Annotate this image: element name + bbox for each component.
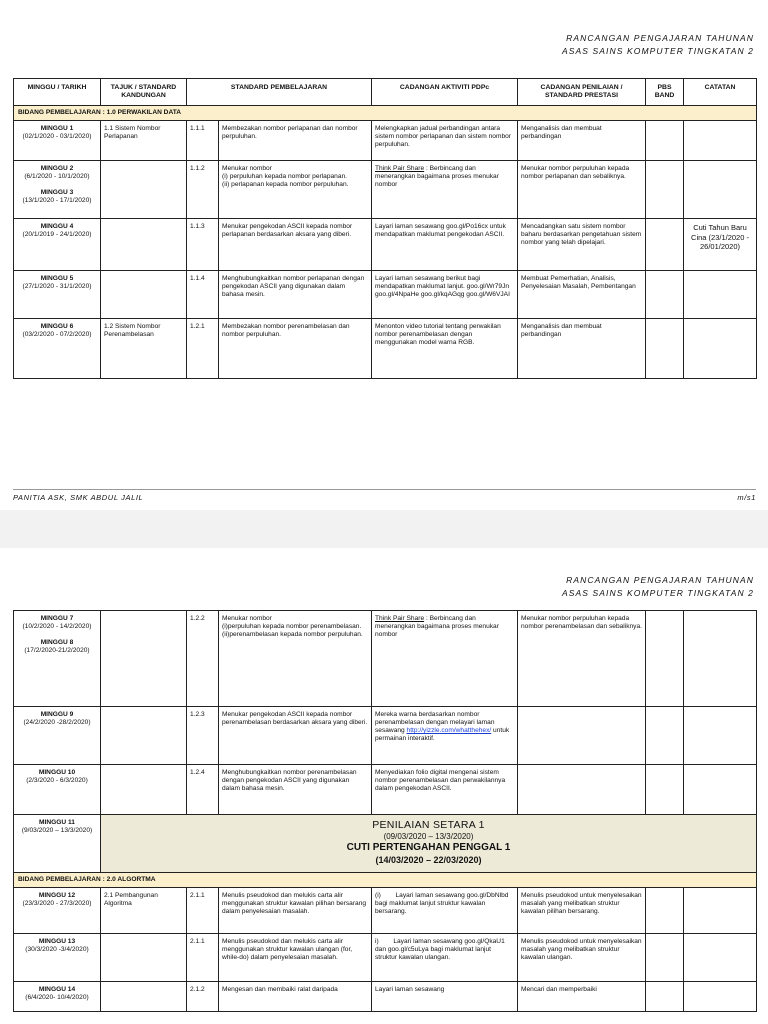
header-title: RANCANGAN PENGAJARAN TAHUNAN (566, 575, 754, 585)
activity-cell: Menyediakan folio digital mengenai sistem nombor perenambelasan dan perwakilannya dalam pengekodan ASCII. (372, 765, 518, 815)
page-header (562, 574, 754, 600)
topic-cell (101, 765, 187, 815)
activity-cell: (i) Layari laman sesawang goo.gl/DbNlbd bagi maklumat lanjut struktur kawalan bersarang. (372, 888, 518, 934)
code-cell: 2.1.1 (187, 934, 219, 982)
standard-cell: Menghubungkaitkan nombor perenambelasan dengan pengekodan ASCII yang digunakan dalam bahasa mesin. (219, 765, 372, 815)
topic-cell: 1.2 Sistem Nombor Perenambelasan (101, 319, 187, 379)
code-cell: 1.2.4 (187, 765, 219, 815)
table-row (14, 161, 757, 219)
code-cell: 2.1.1 (187, 888, 219, 934)
note-cell (684, 934, 757, 982)
table-row (14, 765, 757, 815)
band-cell (646, 765, 684, 815)
standard-cell: Menukar pengekodan ASCII kepada nombor perenambelasan berdasarkan aksara yang diberi. (219, 707, 372, 765)
standard-cell: Membezakan nombor perenambelasan dan nombor perpuluhan. (219, 319, 372, 379)
assessment-cell: Menganalisis dan membuat perbandingan (518, 319, 646, 379)
week-cell: MINGGU 13 (30/3/2020 -3/4/2020) (14, 934, 101, 982)
lesson-plan-table (13, 78, 757, 379)
assessment-row (14, 815, 757, 873)
code-cell: 1.1.3 (187, 219, 219, 271)
table-row (14, 982, 757, 1012)
week-cell: MINGGU 5 (27/1/2020 - 31/1/2020) (14, 271, 101, 319)
section-title: BIDANG PEMBELAJARAN : 2.0 ALGORTMA (14, 873, 757, 888)
assessment-cell (518, 765, 646, 815)
band-cell (646, 121, 684, 161)
week-cell: MINGGU 6 (03/2/2020 - 07/2/2020) (14, 319, 101, 379)
footer-school: PANITIA ASK, SMK ABDUL JALIL (13, 493, 144, 502)
page-gap (0, 510, 768, 548)
week-cell: MINGGU 11 (9/03/2020 – 13/3/2020) (14, 815, 101, 873)
note-cell (684, 121, 757, 161)
table-row (14, 121, 757, 161)
code-cell: 1.1.1 (187, 121, 219, 161)
col-week: MINGGU / TARIKH (14, 79, 101, 106)
note-cell (684, 161, 757, 219)
assessment-dates: (09/03/2020 – 13/3/2020) (383, 832, 474, 841)
document-page-2 (0, 548, 768, 1024)
note-cell (684, 611, 757, 707)
col-assessment: CADANGAN PENILAIAN / STANDARD PRESTASI (518, 79, 646, 106)
page-header (562, 32, 754, 58)
note-cell: Cuti Tahun Baru Cina (23/1/2020 - 26/01/2020) (684, 219, 757, 271)
week-cell: MINGGU 2 (6/1/2020 - 10/1/2020) MINGGU 3 (13/1/2020 - 17/1/2020) (14, 161, 101, 219)
band-cell (646, 271, 684, 319)
footer-page-number: m/s1 (737, 493, 756, 502)
assessment-title: PENILAIAN SETARA 1 (372, 819, 485, 831)
topic-cell (101, 982, 187, 1012)
note-cell (684, 888, 757, 934)
topic-cell (101, 271, 187, 319)
band-cell (646, 707, 684, 765)
topic-cell: 2.1 Pembangunan Algoritma (101, 888, 187, 934)
topic-cell (101, 611, 187, 707)
code-cell: 1.1.4 (187, 271, 219, 319)
band-cell (646, 982, 684, 1012)
assessment-banner (101, 815, 757, 873)
col-note: CATATAN (684, 79, 757, 106)
table-row (14, 611, 757, 707)
lesson-plan-table (13, 610, 757, 1012)
band-cell (646, 219, 684, 271)
holiday-title: CUTI PERTENGAHAN PENGGAL 1 (346, 842, 511, 853)
band-cell (646, 611, 684, 707)
activity-cell: Menonton video tutorial tentang perwakilan nombor perenambelasan dengan menggunakan model warna RGB. (372, 319, 518, 379)
note-cell (684, 982, 757, 1012)
note-cell (684, 707, 757, 765)
hex-game-link[interactable]: http://yizzle.com/whatthehex/ (406, 727, 492, 734)
code-cell: 1.2.2 (187, 611, 219, 707)
assessment-cell: Menulis pseudokod untuk menyelesaikan masalah yang melibatkan struktur kawalan ulangan. (518, 934, 646, 982)
activity-cell: Layari laman sesawang berikut bagi mendapatkan maklumat lanjut. goo.gl/Wr79Jn goo.gl/4NpaHe goo.gl/kqAGqg goo.gl/W6VJAI (372, 271, 518, 319)
week-cell: MINGGU 9 (24/2/2020 -28/2/2020) (14, 707, 101, 765)
topic-cell (101, 161, 187, 219)
code-cell: 1.1.2 (187, 161, 219, 219)
activity-cell: Layari laman sesawang (372, 982, 518, 1012)
band-cell (646, 161, 684, 219)
code-cell: 1.2.3 (187, 707, 219, 765)
standard-cell: Mengesan dan membaiki ralat daripada (219, 982, 372, 1012)
activity-cell: Melengkapkan jadual perbandingan antara sistem nombor perlapanan dan sistem nombor perpuluhan. (372, 121, 518, 161)
note-cell (684, 765, 757, 815)
band-cell (646, 934, 684, 982)
standard-cell: Menukar nombor (i) perpuluhan kepada nombor perlapanan. (ii) perlapanan kepada nombor perpuluhan. (219, 161, 372, 219)
activity-cell: i) Layari laman sesawang goo.gl/QkaU1 dan goo.gl/c5uLya bagi maklumat lanjut struktur kawalan ulangan. (372, 934, 518, 982)
week-cell: MINGGU 7 (10/2/2020 - 14/2/2020) MINGGU 8 (17/2/2020-21/2/2020) (14, 611, 101, 707)
code-cell: 2.1.2 (187, 982, 219, 1012)
page-footer (13, 489, 756, 502)
holiday-dates: (14/03/2020 – 22/03/2020) (375, 855, 482, 865)
note-cell (684, 271, 757, 319)
week-cell: MINGGU 12 (23/3/2020 - 27/3/2020) (14, 888, 101, 934)
col-topic: TAJUK / STANDARD KANDUNGAN (101, 79, 187, 106)
assessment-cell: Menganalisis dan membuat perbandingan (518, 121, 646, 161)
assessment-cell: Mencari dan memperbaiki (518, 982, 646, 1012)
topic-cell (101, 219, 187, 271)
topic-cell (101, 707, 187, 765)
standard-cell: Menulis pseudokod dan melukis carta alir menggunakan struktur kawalan pilihan bersarang dalam penyelesaian masalah. (219, 888, 372, 934)
assessment-cell: Menukar nombor perpuluhan kepada nombor perenambelasan dan sebaliknya. (518, 611, 646, 707)
week-cell: MINGGU 14 (6/4/2020- 10/4/2020) (14, 982, 101, 1012)
topic-cell: 1.1 Sistem Nombor Perlapanan (101, 121, 187, 161)
assessment-cell: Menukar nombor perpuluhan kepada nombor perlapanan dan sebaliknya. (518, 161, 646, 219)
band-cell (646, 888, 684, 934)
section-title: BIDANG PEMBELAJARAN : 1.0 PERWAKILAN DATA (14, 106, 757, 121)
table-header-row (14, 79, 757, 106)
week-cell: MINGGU 1 (02/1/2020 - 03/1/2020) (14, 121, 101, 161)
header-subtitle: ASAS SAINS KOMPUTER TINGKATAN 2 (561, 588, 754, 598)
assessment-cell (518, 707, 646, 765)
standard-cell: Menukar nombor (i)perpuluhan kepada nombor perenambelasan. (ii)perenambelasan kepada nombor perpuluhan. (219, 611, 372, 707)
table-row (14, 888, 757, 934)
week-cell: MINGGU 10 (2/3/2020 - 6/3/2020) (14, 765, 101, 815)
col-band: PBS BAND (646, 79, 684, 106)
header-subtitle: ASAS SAINS KOMPUTER TINGKATAN 2 (561, 46, 754, 56)
section-row (14, 106, 757, 121)
assessment-cell: Membuat Pemerhatian, Analisis, Penyelesaian Masalah, Pembentangan (518, 271, 646, 319)
band-cell (646, 319, 684, 379)
week-cell: MINGGU 4 (20/1/2019 - 24/1/2020) (14, 219, 101, 271)
table-row (14, 271, 757, 319)
table-row (14, 934, 757, 982)
standard-cell: Menulis pseudokod dan melukis carta alir menggunakan struktur kawalan ulangan (for, while-do) dalam penyelesaian masalah. (219, 934, 372, 982)
assessment-cell: Menulis pseudokod untuk menyelesaikan masalah yang melibatkan struktur kawalan pilihan bersarang. (518, 888, 646, 934)
col-activity: CADANGAN AKTIVITI PDPc (372, 79, 518, 106)
col-standard: STANDARD PEMBELAJARAN (187, 79, 372, 106)
standard-cell: Menghubungkaitkan nombor perlapanan dengan pengekodan ASCII yang digunakan dalam bahasa mesin. (219, 271, 372, 319)
section-row (14, 873, 757, 888)
header-title: RANCANGAN PENGAJARAN TAHUNAN (566, 33, 754, 43)
activity-cell: Think Pair Share : Berbincang dan menerangkan bagaimana proses menukar nombor (372, 611, 518, 707)
table-row (14, 319, 757, 379)
table-row (14, 219, 757, 271)
document-page-1 (0, 0, 768, 510)
topic-cell (101, 934, 187, 982)
assessment-cell: Mencadangkan satu sistem nombor baharu berdasarkan pengetahuan sistem nombor yang telah dipelajari. (518, 219, 646, 271)
activity-cell: Think Pair Share : Berbincang dan menerangkan bagaimana proses menukar nombor (372, 161, 518, 219)
table-row (14, 707, 757, 765)
note-cell (684, 319, 757, 379)
standard-cell: Menukar pengekodan ASCII kepada nombor perlapanan berdasarkan aksara yang diberi. (219, 219, 372, 271)
standard-cell: Membezakan nombor perlapanan dan nombor perpuluhan. (219, 121, 372, 161)
activity-cell: Mereka warna berdasarkan nombor perenambelasan dengan melayari laman sesawang http://yizzle.com/whatthehex/ untuk permainan interaktif. (372, 707, 518, 765)
code-cell: 1.2.1 (187, 319, 219, 379)
activity-cell: Layari laman sesawang goo.gl/Po16cx untuk mendapatkan maklumat pengekodan ASCII. (372, 219, 518, 271)
